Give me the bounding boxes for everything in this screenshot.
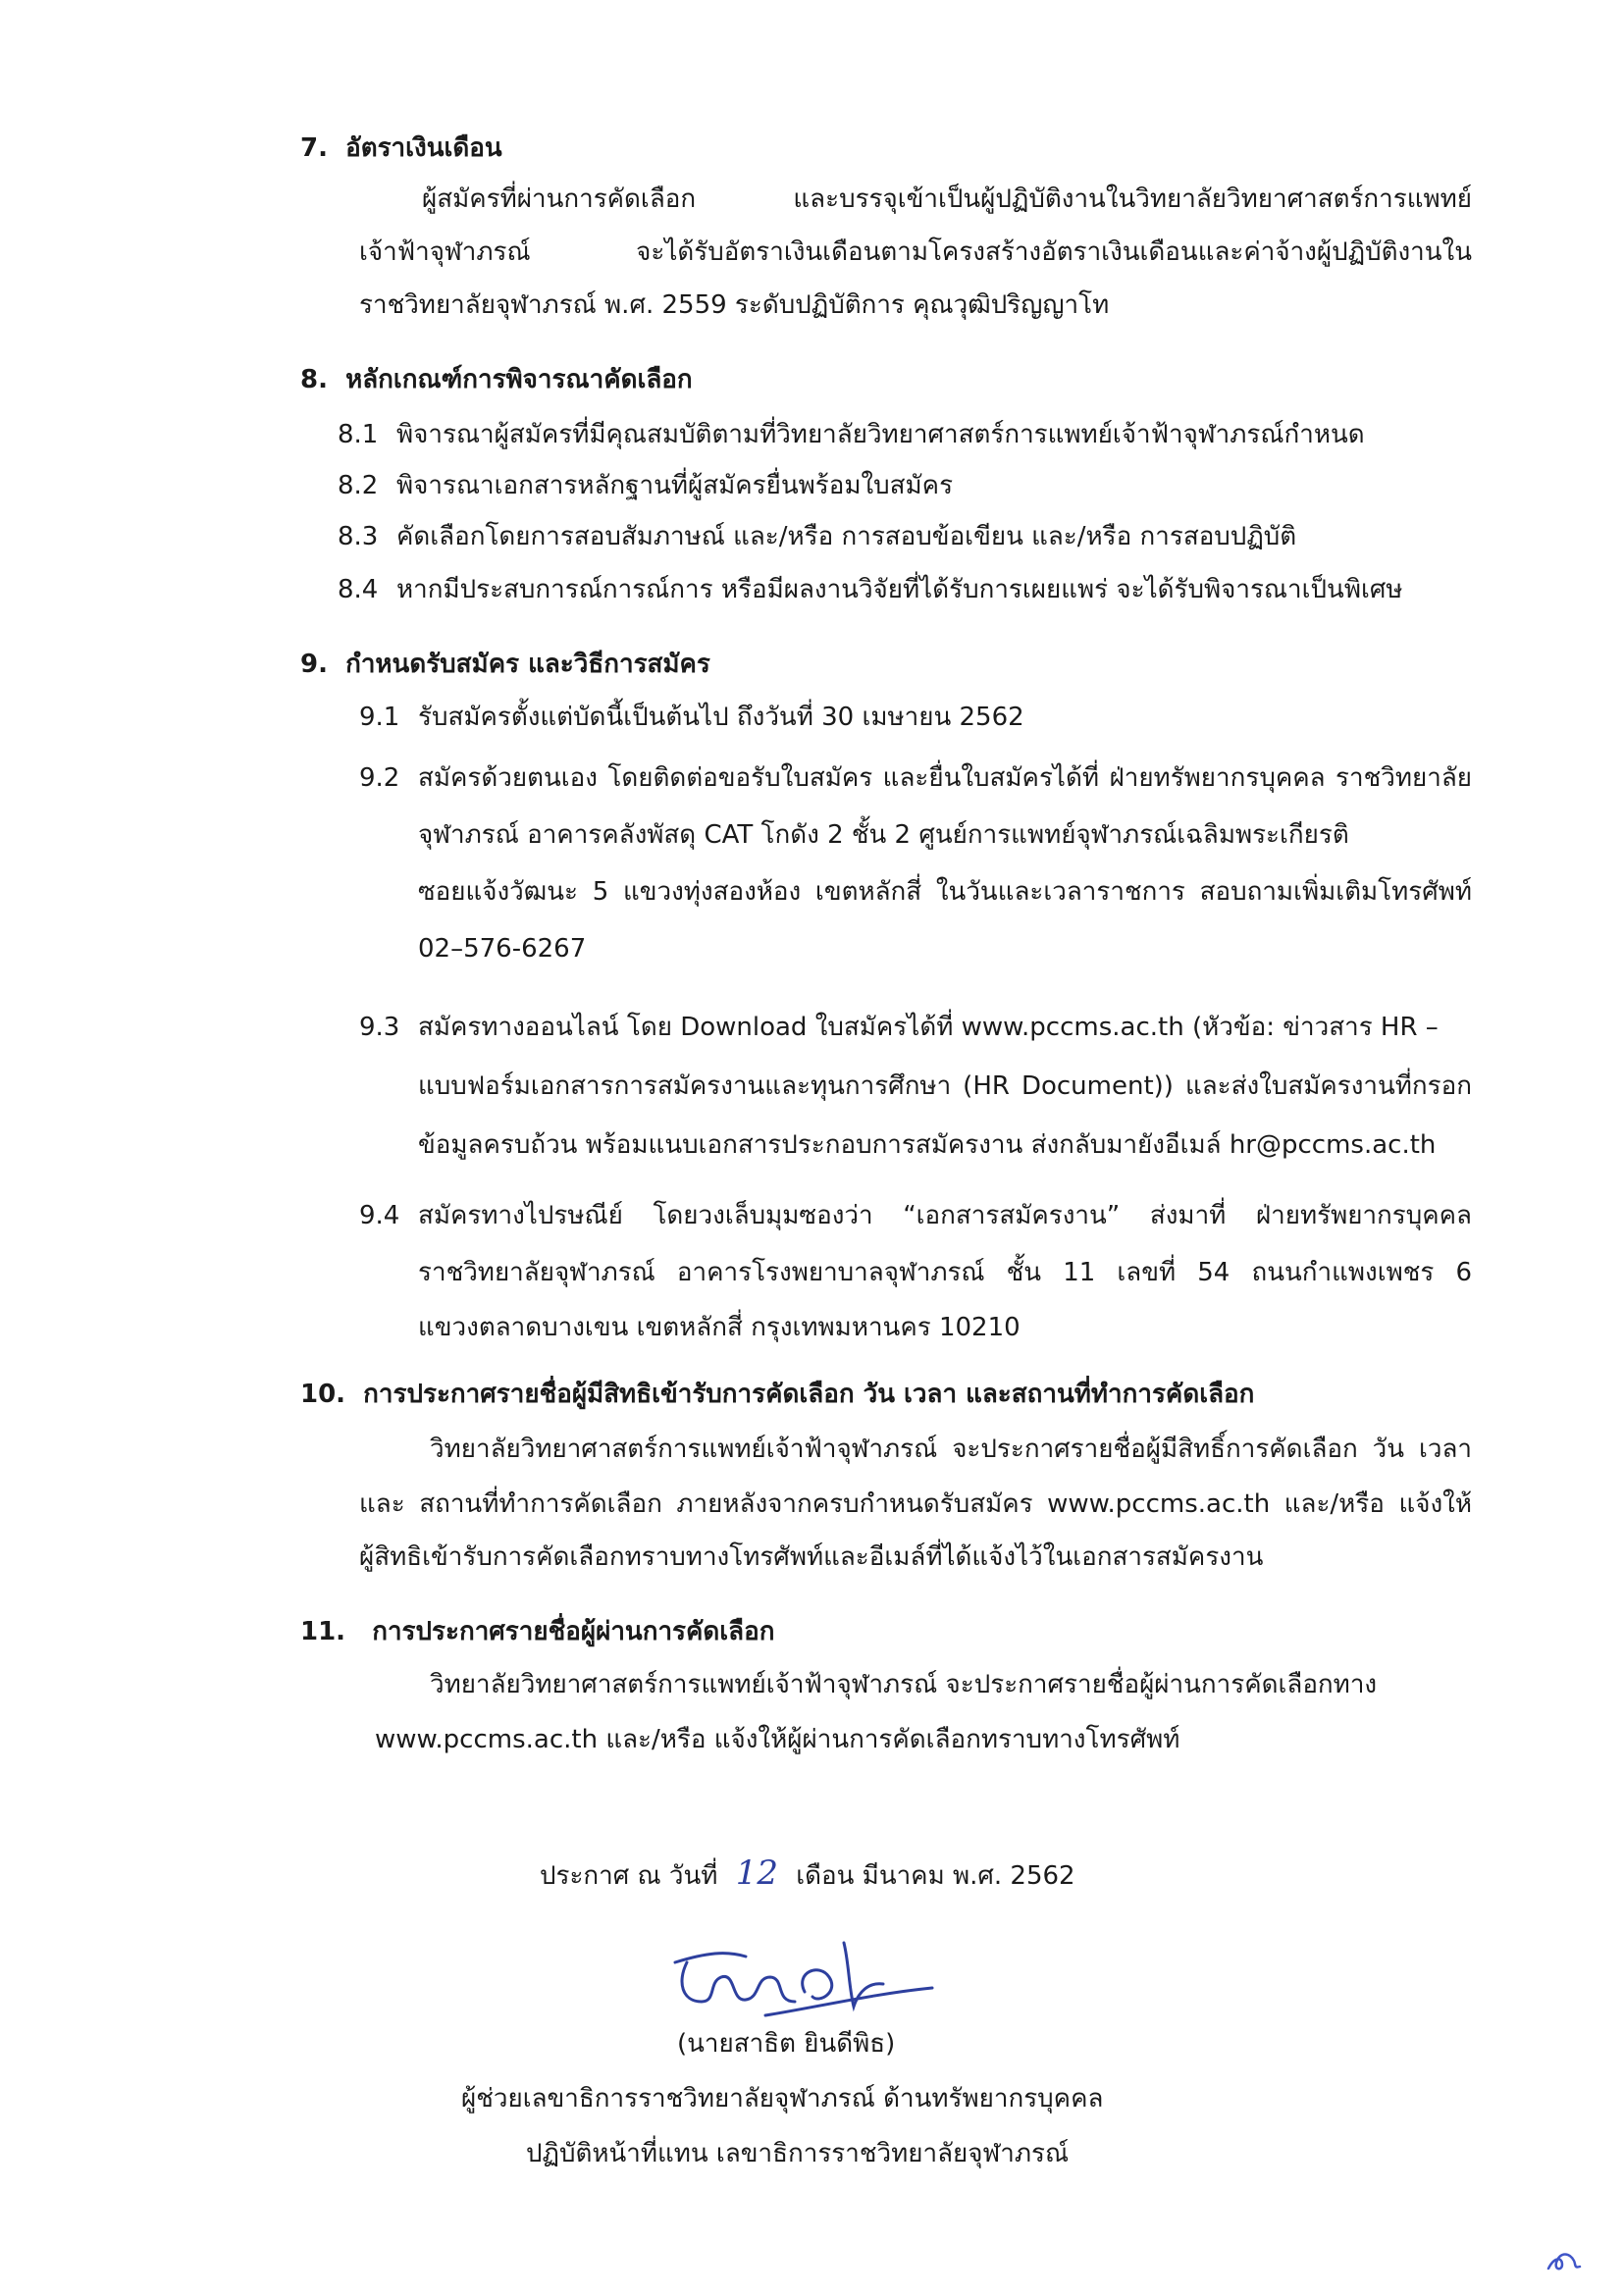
list-item-line: 02–576-6267 [418, 934, 587, 964]
item-number: 8.4 [338, 575, 379, 604]
date-day-handwritten: 12 [735, 1853, 778, 1893]
paragraph-line: เจ้าฟ้าจุฬาภรณ์ จะได้รับอัตราเงินเดือนตามโครงสร้างอัตราเงินเดือนและค่าจ้างผู้ปฏิบัติงานใน [359, 237, 1472, 267]
paragraph-line: และ สถานที่ทำการคัดเลือก ภายหลังจากครบกำหนดรับสมัคร www.pccms.ac.th และ/หรือ แจ้งให้ [359, 1489, 1472, 1519]
paragraph-line: วิทยาลัยวิทยาศาสตร์การแพทย์เจ้าฟ้าจุฬาภรณ์ จะประกาศรายชื่อผู้ผ่านการคัดเลือกทาง [430, 1670, 1378, 1699]
paragraph-line: วิทยาลัยวิทยาศาสตร์การแพทย์เจ้าฟ้าจุฬาภรณ์ จะประกาศรายชื่อผู้มีสิทธิ์การคัดเลือก วัน เวลา [430, 1435, 1472, 1464]
date-prefix: ประกาศ ณ วันที่ [540, 1861, 718, 1891]
list-item-number: 9.4 [359, 1201, 400, 1230]
item-text: คัดเลือกโดยการสอบสัมภาษณ์ และ/หรือ การสอบข้อเขียน และ/หรือ การสอบปฏิบัติ [396, 522, 1297, 551]
section-9-heading [300, 648, 710, 681]
announcement-date [540, 1853, 1075, 1893]
item-text: หากมีประสบการณ์การณ์การ หรือมีผลงานวิจัยที่ได้รับการเผยแพร่ จะได้รับพิจารณาเป็นพิเศษ [396, 575, 1403, 604]
signature-image [648, 1923, 942, 2041]
section-8-heading [300, 363, 693, 396]
paragraph-line: ผู้สมัครที่ผ่านการคัดเลือก และบรรจุเข้าเป็นผู้ปฏิบัติงานในวิทยาลัยวิทยาศาสตร์การแพทย์ [422, 184, 1472, 214]
signer-name: (นายสาธิต ยินดีพิธ) [677, 2029, 896, 2059]
section-title: อัตราเงินเดือน [345, 133, 502, 163]
list-item [338, 469, 953, 502]
item-number: 8.1 [338, 420, 379, 449]
item-text: พิจารณาผู้สมัครที่มีคุณสมบัติตามที่วิทยาลัยวิทยาศาสตร์การแพทย์เจ้าฟ้าจุฬาภรณ์กำหนด [396, 420, 1365, 449]
section-number: 8. [300, 365, 328, 394]
list-item-line: จุฬาภรณ์ อาคารคลังพัสดุ CAT โกดัง 2 ชั้น 2 ศูนย์การแพทย์จุฬาภรณ์เฉลิมพระเกียรติ [418, 820, 1349, 850]
signer-acting-position: ปฏิบัติหน้าที่แทน เลขาธิการราชวิทยาลัยจุฬาภรณ์ [526, 2139, 1070, 2168]
list-item-line: ราชวิทยาลัยจุฬาภรณ์ อาคารโรงพยาบาลจุฬาภรณ์ ชั้น 11 เลขที่ 54 ถนนกำแพงเพชร 6 [418, 1258, 1472, 1287]
section-number: 10. [300, 1380, 346, 1409]
section-number: 7. [300, 133, 328, 163]
list-item-line: สมัครทางไปรษณีย์ โดยวงเล็บมุมซองว่า “เอกสารสมัครงาน” ส่งมาที่ ฝ่ายทรัพยากรบุคคล [418, 1201, 1472, 1230]
paragraph-line: ผู้สิทธิเข้ารับการคัดเลือกทราบทางโทรศัพท์และอีเมล์ที่ได้แจ้งไว้ในเอกสารสมัครงาน [359, 1542, 1264, 1572]
section-number: 11. [300, 1617, 346, 1646]
item-number: 8.3 [338, 522, 379, 551]
list-item [338, 573, 1403, 606]
section-7-heading [300, 131, 502, 165]
section-title: หลักเกณฑ์การพิจารณาคัดเลือก [345, 365, 693, 394]
list-item-number: 9.3 [359, 1013, 400, 1042]
section-title: การประกาศรายชื่อผู้มีสิทธิเข้ารับการคัดเลือก วัน เวลา และสถานที่ทำการคัดเลือก [363, 1380, 1255, 1409]
list-item [338, 418, 1365, 451]
section-10-heading [300, 1378, 1254, 1411]
section-number: 9. [300, 650, 328, 679]
section-title: การประกาศรายชื่อผู้ผ่านการคัดเลือก [372, 1617, 775, 1646]
item-number: 8.2 [338, 471, 379, 500]
signer-position: ผู้ช่วยเลขาธิการราชวิทยาลัยจุฬาภรณ์ ด้านทรัพยากรบุคคล [461, 2084, 1104, 2113]
list-item-number: 9.2 [359, 763, 400, 793]
list-item-line: รับสมัครตั้งแต่บัดนี้เป็นต้นไป ถึงวันที่ 30 เมษายน 2562 [418, 703, 1024, 732]
date-suffix: เดือน มีนาคม พ.ศ. 2562 [796, 1861, 1075, 1891]
list-item-line: ข้อมูลครบถ้วน พร้อมแนบเอกสารประกอบการสมัครงาน ส่งกลับมายังอีเมล์ hr@pccms.ac.th [418, 1130, 1437, 1160]
list-item [338, 520, 1296, 553]
list-item-line: สมัครด้วยตนเอง โดยติดต่อขอรับใบสมัคร และยื่นใบสมัครได้ที่ ฝ่ายทรัพยากรบุคคล ราชวิทยาลัย [418, 763, 1472, 793]
paragraph-line: www.pccms.ac.th และ/หรือ แจ้งให้ผู้ผ่านการคัดเลือกทราบทางโทรศัพท์ [375, 1725, 1180, 1754]
page-initial-mark [1544, 2247, 1584, 2276]
list-item-number: 9.1 [359, 703, 400, 732]
item-text: พิจารณาเอกสารหลักฐานที่ผู้สมัครยื่นพร้อมใบสมัคร [396, 471, 954, 500]
section-11-heading [300, 1615, 774, 1648]
section-title: กำหนดรับสมัคร และวิธีการสมัคร [345, 650, 710, 679]
list-item-line: สมัครทางออนไลน์ โดย Download ใบสมัครได้ที่ www.pccms.ac.th (หัวข้อ: ข่าวสาร HR – [418, 1013, 1439, 1042]
list-item-line: แขวงตลาดบางเขน เขตหลักสี่ กรุงเทพมหานคร 10210 [418, 1313, 1021, 1342]
list-item-line: ซอยแจ้งวัฒนะ 5 แขวงทุ่งสองห้อง เขตหลักสี่ ในวันและเวลาราชการ สอบถามเพิ่มเติมโทรศัพท์ [418, 877, 1472, 907]
paragraph-line: ราชวิทยาลัยจุฬาภรณ์ พ.ศ. 2559 ระดับปฏิบัติการ คุณวุฒิปริญญาโท [359, 290, 1110, 320]
list-item-line: แบบฟอร์มเอกสารการสมัครงานและทุนการศึกษา (HR Document)) และส่งใบสมัครงานที่กรอก [418, 1071, 1472, 1101]
